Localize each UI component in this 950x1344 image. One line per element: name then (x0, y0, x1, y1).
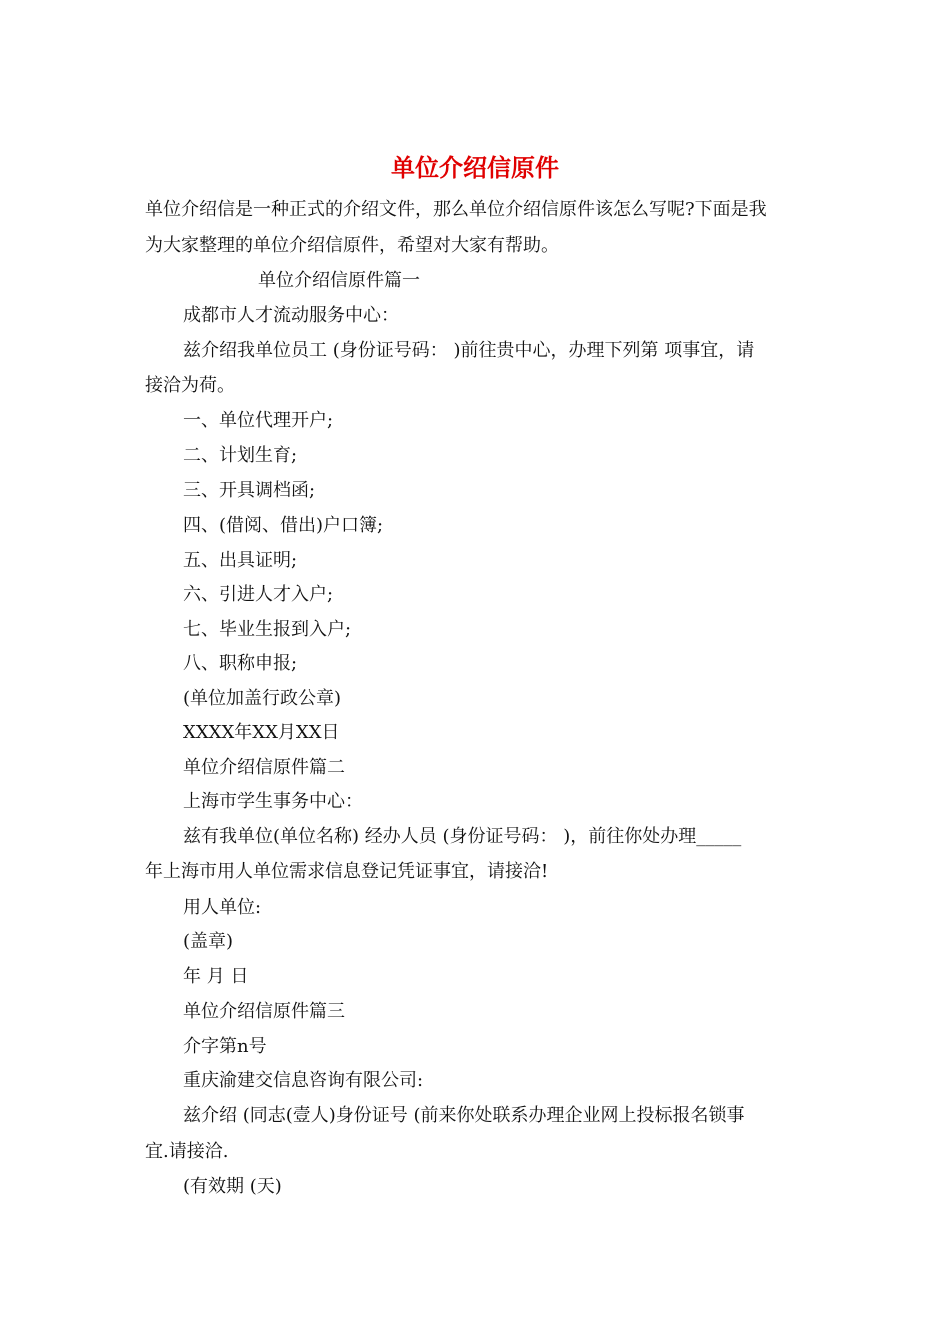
section3-body-line-2: 宜.请接洽. (145, 1141, 229, 1162)
section2-heading: 单位介绍信原件篇二 (183, 757, 345, 778)
section2-seal: (盖章) (183, 931, 234, 952)
list-item: 三、开具调档函; (183, 480, 316, 501)
section1-heading: 单位介绍信原件篇一 (258, 270, 420, 291)
section1-body-line-1: 兹介绍我单位员工 (身份证号码： )前往贵中心，办理下列第 项事宜，请 (183, 340, 755, 361)
section3-heading: 单位介绍信原件篇三 (183, 1001, 345, 1022)
section3-validity: (有效期 (天) (183, 1176, 282, 1197)
section1-date: XXXX年XX月XX日 (183, 722, 340, 743)
list-item: 七、毕业生报到入户; (183, 619, 352, 640)
list-item: 一、单位代理开户; (183, 410, 334, 431)
list-item: 四、(借阅、借出)户口簿; (183, 515, 384, 536)
section1-body-line-2: 接洽为荷。 (145, 375, 235, 396)
section1-seal: (单位加盖行政公章) (183, 688, 342, 709)
section2-recipient: 上海市学生事务中心： (183, 791, 363, 812)
section1-recipient: 成都市人才流动服务中心： (183, 305, 399, 326)
section3-body-line-1: 兹介绍 (同志(壹人)身份证号 (前来你处联系办理企业网上投标报名锁事 (183, 1105, 745, 1126)
intro-line-2: 为大家整理的单位介绍信原件，希望对大家有帮助。 (145, 235, 559, 256)
section2-employer: 用人单位: (183, 897, 262, 918)
section2-date: 年 月 日 (183, 966, 249, 987)
document-title: 单位介绍信原件 (391, 153, 559, 182)
section3-ref-no: 介字第n号 (183, 1036, 267, 1057)
section2-body-line-2: 年上海市用人单位需求信息登记凭证事宜，请接洽! (145, 861, 549, 882)
list-item: 五、出具证明; (183, 550, 298, 571)
list-item: 六、引进人才入户; (183, 584, 334, 605)
list-item: 八、职称申报; (183, 653, 298, 674)
section2-body-line-1: 兹有我单位(单位名称) 经办人员 (身份证号码： )，前往你处办理_____ (183, 826, 742, 847)
section3-recipient: 重庆渝建交信息咨询有限公司: (183, 1070, 424, 1091)
list-item: 二、计划生育; (183, 445, 298, 466)
intro-line-1: 单位介绍信是一种正式的介绍文件，那么单位介绍信原件该怎么写呢?下面是我 (145, 199, 767, 220)
